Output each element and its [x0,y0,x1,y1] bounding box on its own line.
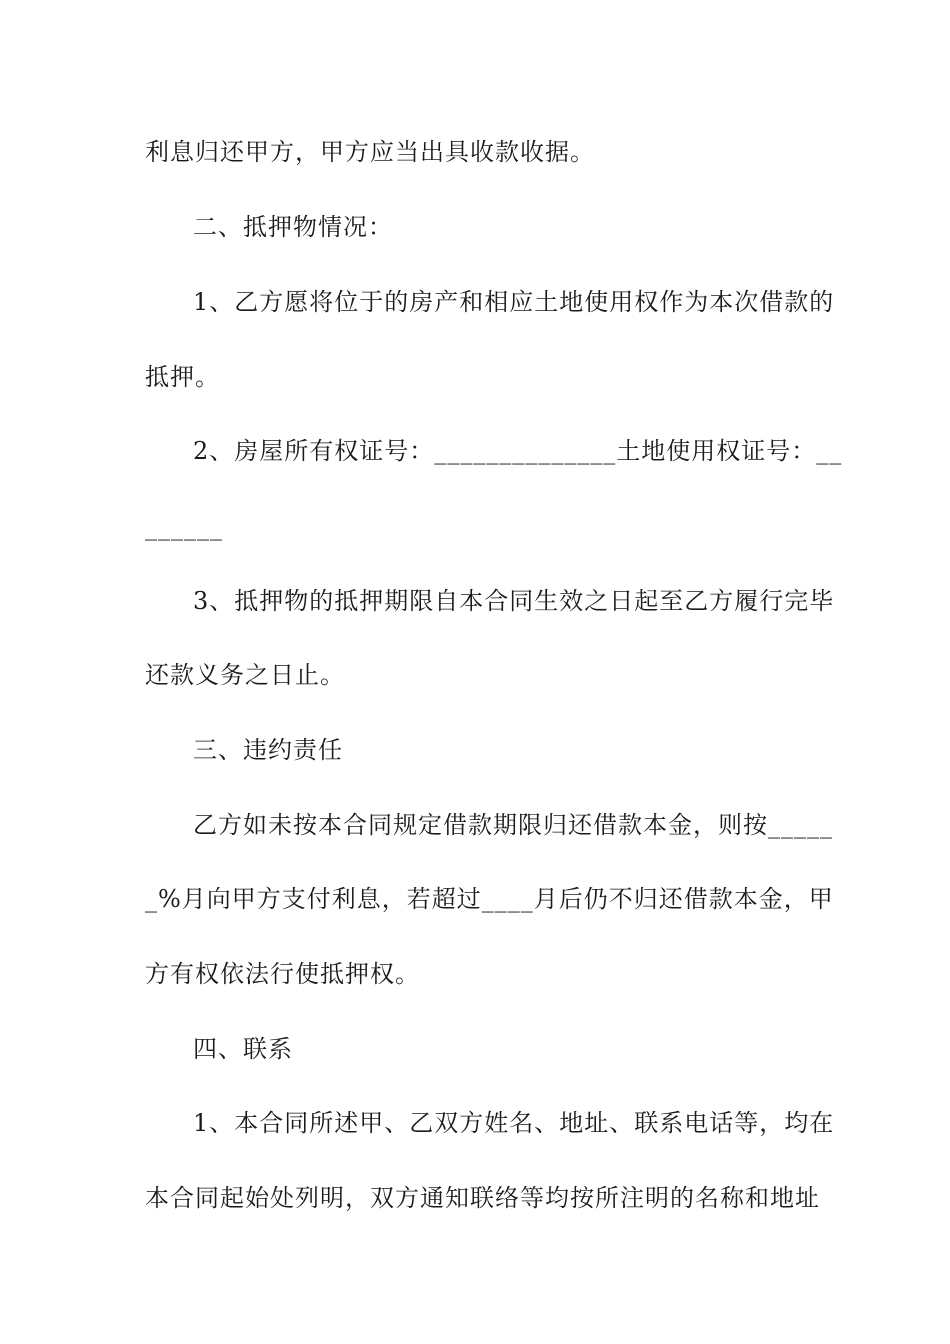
paragraph-line: 3、抵押物的抵押期限自本合同生效之日起至乙方履行完毕 [193,587,835,615]
section-heading: 二、抵押物情况： [193,213,393,241]
paragraph-line: 本合同起始处列明，双方通知联络等均按所注明的名称和地址 [145,1184,820,1212]
paragraph-line: ______ [145,513,223,541]
paragraph-line: 1、本合同所述甲、乙双方姓名、地址、联系电话等，均在 [193,1109,835,1137]
section-heading: 三、违约责任 [193,736,343,764]
paragraph-line: 还款义务之日止。 [145,661,345,689]
paragraph-line: 方有权依法行使抵押权。 [145,960,420,988]
paragraph-line: 抵押。 [145,363,220,391]
section-heading: 四、联系 [193,1035,293,1063]
paragraph-line: _%月向甲方支付利息，若超过____月后仍不归还借款本金，甲 [145,885,834,913]
paragraph-line: 1、乙方愿将位于的房产和相应土地使用权作为本次借款的 [193,288,835,316]
paragraph-line: 乙方如未按本合同规定借款期限归还借款本金，则按_____ [193,811,833,839]
paragraph-line: 2、房屋所有权证号：______________土地使用权证号：__ [193,437,843,465]
paragraph-line: 利息归还甲方，甲方应当出具收款收据。 [145,138,595,166]
